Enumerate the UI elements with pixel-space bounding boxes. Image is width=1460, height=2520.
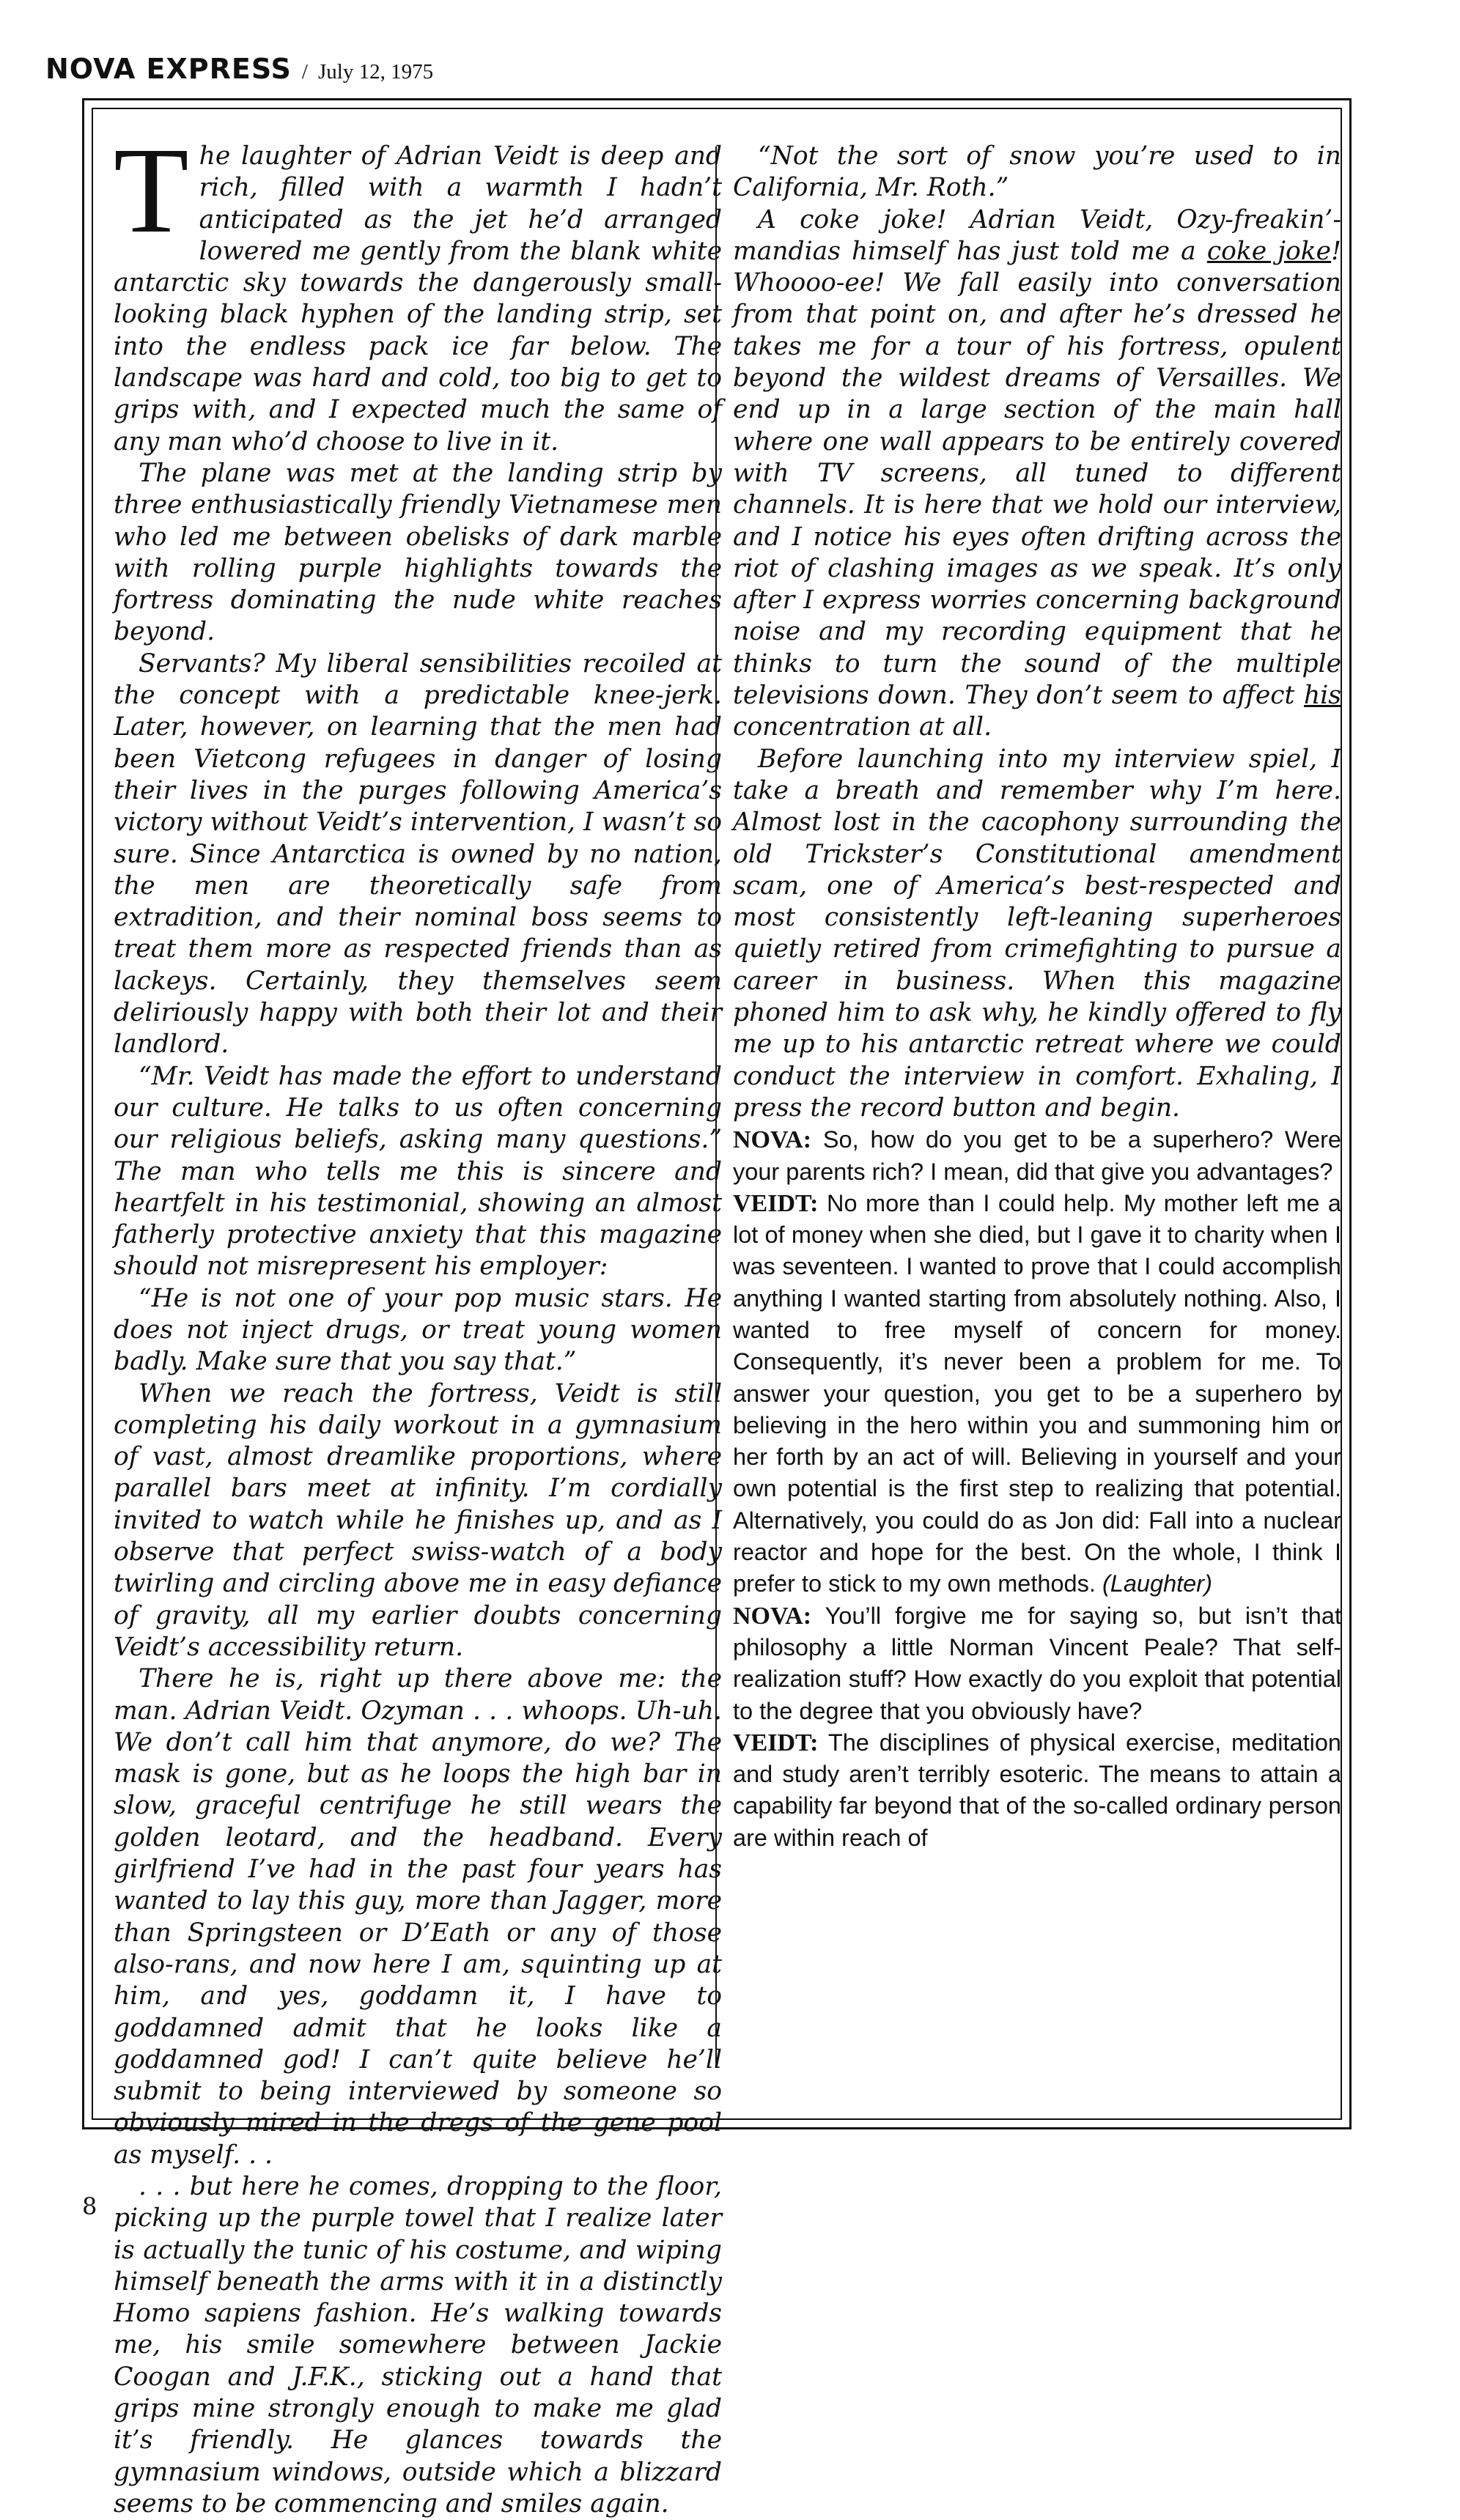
- drop-cap: T: [114, 122, 189, 259]
- interview-exchange: [733, 1124, 1341, 1188]
- issue-date: July 12, 1975: [317, 60, 434, 84]
- interview-exchange: [733, 1188, 1341, 1600]
- article-paragraph: [733, 204, 1341, 744]
- header-separator: /: [301, 60, 308, 84]
- article-paragraph: . . . but here he comes, dropping to the floor, picking up the purple towel that I realize later is actually the tunic of his costume, and wiping himself beneath the arms with it in a distinctly Homo sapiens fashion. He’s walking towards me, his smile somewhere between Jackie Coogan and J.F.K., sticking out a hand that grips mine strongly enough to make me glad it’s friendly. He glances towards the gymnasium windows, outside which a blizzard seems to be commencing and smiles again.: [114, 2172, 722, 2519]
- underlined-text: coke joke: [1206, 236, 1332, 266]
- article-column-right: [733, 141, 1341, 2075]
- speaker-label: VEIDT:: [733, 1189, 819, 1217]
- page-header: [45, 53, 433, 85]
- article-paragraph: The plane was met at the landing strip by three enthusiastically friendly Vietnamese men who led me between obelisks of dark marble with rolling purple highlights towards the fortress dominating the nude white reaches beyond.: [114, 458, 722, 647]
- interview-text: You’ll forgive me for saying so, but isn’t that philosophy a little Norman Vincent Peale? That self-realization stuff? How exactly do you exploit that potential to the degree that you obviously have?: [733, 1602, 1341, 1724]
- article-paragraph: “Mr. Veidt has made the effort to understand our culture. He talks to us often concerning our religious beliefs, asking many questions.” The man who tells me this is sincere and heartfelt in his testimonial, showing an almost fatherly protective anxiety that this magazine should not misrepresent his employer:: [114, 1061, 722, 1282]
- interview-section: [733, 1124, 1341, 1854]
- article-column-left: [114, 122, 722, 2519]
- article-paragraph: When we reach the fortress, Veidt is still completing his daily workout in a gymnasium of vast, almost dreamlike proportions, where parallel bars meet at infinity. I’m cordially invited to watch while he finishes up, and as I observe that perfect swiss-watch of a body twirling and circling above me in easy defiance of gravity, all my earlier doubts concerning Veidt’s accessibility return.: [114, 1378, 722, 1662]
- article-paragraph: Before launching into my interview spiel, I take a breath and remember why I’m here. Almost lost in the cacophony surrounding the old Trickster’s Constitutional amendment scam, one of America’s best-respected and most consistently left-leaning superheroes quietly retired from crimefighting to pursue a career in business. When this magazine phoned him to ask why, he kindly offered to fly me up to his antarctic retreat where we could conduct the interview in comfort. Exhaling, I press the record button and begin.: [733, 744, 1341, 1123]
- page-number: 8: [82, 2192, 97, 2220]
- interview-aside: (Laughter): [1102, 1570, 1212, 1597]
- article-paragraph: “He is not one of your pop music stars. He does not inject drugs, or treat young women badly. Make sure that you say that.”: [114, 1283, 722, 1377]
- speaker-label: NOVA:: [733, 1602, 812, 1630]
- speaker-label: NOVA:: [733, 1126, 812, 1154]
- article-paragraph: “Not the sort of snow you’re used to in California, Mr. Roth.”: [733, 141, 1341, 203]
- paragraph-text: A coke joke! Adrian Veidt, Ozy-freakin’-mandias himself has just told me a: [733, 204, 1341, 266]
- paragraph-text: he laughter of Adrian Veidt is deep and rich, filled with a warmth I hadn’t anticipated as the jet he’d arranged lowered me gently from the blank white antarctic sky towards the dangerously small-looking black hyphen of the landing strip, set into the endless pack ice far below. The landscape was hard and cold, too big to get to grips with, and I expected much the same of any man who’d choose to live in it.: [114, 141, 722, 457]
- article-paragraph: There he is, right up there above me: the man. Adrian Veidt. Ozyman . . . whoops. Uh-uh. We don’t call him that anymore, do we? The mask is gone, but as he loops the high bar in slow, graceful centrifuge he still wears the golden leotard, and the headband. Every girlfriend I’ve had in the past four years has wanted to lay this guy, more than Jagger, more than Springsteen or D’Eath or any of those also-rans, and now here I am, squinting up at him, and yes, goddamn it, I have to goddamned admit that he looks like a goddamned god! I can’t quite believe he’ll submit to being interviewed by someone so obviously mired in the dregs of the gene pool as myself. . .: [114, 1664, 722, 2170]
- paragraph-text: ! Whoooo-ee! We fall easily into conversation from that point on, and after he’s dressed he takes me for a tour of his fortress, opulent beyond the wildest dreams of Versailles. We end up in a large section of the main hall where one wall appears to be entirely covered with TV screens, all tuned to different channels. It is here that we hold our interview, and I notice his eyes often drifting across the riot of clashing images as we speak. It’s only after I express worries concerning background noise and my recording equipment that he thinks to turn the sound of the multiple televisions down. They don’t seem to affect: [733, 236, 1341, 711]
- masthead: NOVA EXPRESS: [45, 53, 292, 85]
- article-paragraph: [114, 122, 722, 458]
- speaker-label: VEIDT:: [733, 1729, 819, 1756]
- intro-continued: [733, 141, 1341, 1124]
- interview-text: The disciplines of physical exercise, meditation and study aren’t terribly esoteric. The means to attain a capability far beyond that of the so-called ordinary person are within reach of: [733, 1729, 1341, 1851]
- interview-exchange: [733, 1727, 1341, 1854]
- article-paragraph: Servants? My liberal sensibilities recoiled at the concept with a predictable knee-jerk. Later, however, on learning that the men had been Vietcong refugees in danger of losing their lives in the purges following America’s victory without Veidt’s intervention, I wasn’t so sure. Since Antarctica is owned by no nation, the men are theoretically safe from extradition, and their nominal boss seems to treat them more as respected friends than as lackeys. Certainly, they themselves seem deliriously happy with both their lot and their landlord.: [114, 649, 722, 1060]
- paragraph-text: concentration at all.: [733, 712, 992, 742]
- interview-text: So, how do you get to be a superhero? Were your parents rich? I mean, did that give you advantages?: [733, 1126, 1341, 1185]
- interview-text: No more than I could help. My mother left me a lot of money when she died, but I gave it to charity when I was seventeen. I wanted to prove that I could accomplish anything I wanted starting from absolutely nothing. Also, I wanted to free myself of concern for money. Consequently, it’s never been a problem for me. To answer your question, you get to be a superhero by believing in the hero within you and summoning him or her forth by an act of will. Believing in yourself and your own potential is the first step to realizing that potential. Alternatively, you could do as Jon did: Fall into a nuclear reactor and hope for the best. On the whole, I think I prefer to stick to my own methods.: [733, 1189, 1342, 1597]
- interview-exchange: [733, 1600, 1341, 1727]
- underlined-text: his: [1304, 681, 1341, 711]
